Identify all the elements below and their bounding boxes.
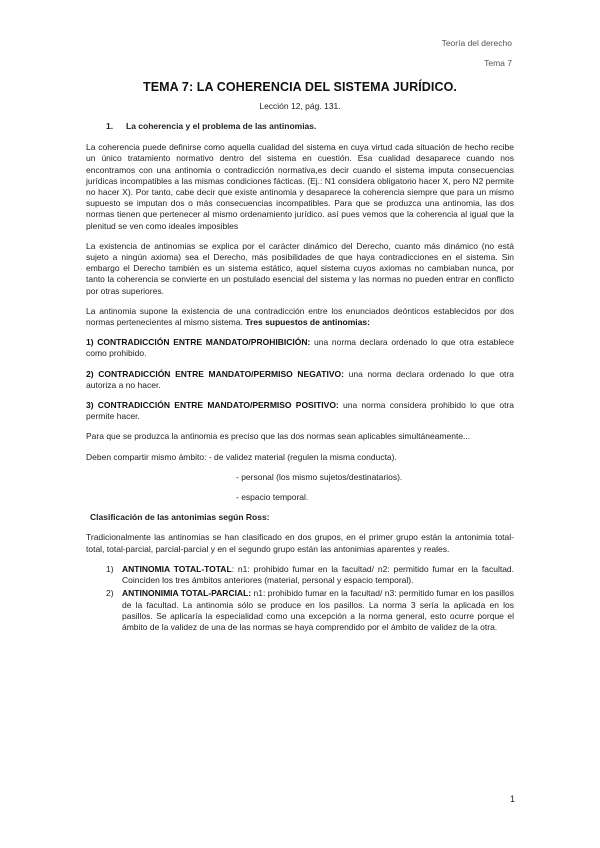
scope-temporal: - espacio temporal. [236, 492, 309, 503]
page-title: TEMA 7: LA COHERENCIA DEL SISTEMA JURÍDICO. [142, 80, 458, 94]
case-text: una norma considera prohibido lo que otra permite hacer. [86, 400, 514, 422]
case-text: una norma declara ordenado lo que otra autoriza a no hacer. [86, 368, 514, 390]
header-subject: Teoría del derecho [441, 38, 512, 48]
case-text: una norma declara ordenado lo que otra establece como prohibido. [86, 337, 514, 359]
classification-list [86, 564, 514, 633]
list-marker: 1) [106, 563, 114, 574]
list-item-label: ANTINOMIA TOTAL-TOTAL [122, 563, 232, 574]
list-item [86, 588, 514, 633]
paragraph-antinomy-existence: La existencia de antinomias se explica por el carácter dinámico del Derecho, cuanto más dinámico (no está sujeto a ningún axioma) sea el Derecho, más posibilidades de que haya contradicciones en el sistema. Sin embargo el Derecho también es un sistema estático, aquel sistema cuyos axiomas no cambiaban nunca, por tanto la coherencia se convierte en un postulado esencial del sistema y las normas no pueden entrar en conflicto por otras superiores. [86, 240, 514, 296]
list-item-label: ANTINONIMIA TOTAL-PARCIAL: [122, 588, 252, 599]
paragraph-coherence-definition: La coherencia puede definirse como aquella cualidad del sistema en cuya virtud cada situación de hecho recibe un único tratamiento normativo dentro del sistema en cuestión. Esa cualidad desaparece cuando nos encontramos con una antinomia o contradicción normativa,es decir cuando el sistema imputa consecuencias jurídicas incompatibles a las mismas condiciones fácticas. (Ej.: N1 considera obligatorio hacer X, pero N2 permite no hacer X). Por tanto, cabe decir que existe antinomia y desaparece la coherencia siempre que para un mismo supuesto se imputan dos o más consecuencias incompatibles. Para que se produzca una antinomia, las dos normas tienen que pertenecer al mismo ordenamiento jurídico. así pues vemos que la coherencia al igual que la plenitud se ven como ideales imposibles [86, 142, 514, 231]
case-label: 1) CONTRADICCIÓN ENTRE MANDATO/PROHIBICIÓN: [86, 337, 311, 348]
classification-heading: Clasificación de las antonimias según Ross: [90, 512, 270, 523]
scope-intro: Deben compartir mismo ámbito: - de validez material (regulen la misma conducta). [86, 451, 397, 462]
paragraph-bold: Tres supuestos de antinomias: [245, 317, 370, 328]
case-label: 2) CONTRADICCIÓN ENTRE MANDATO/PERMISO NEGATIVO: [86, 368, 344, 379]
case-item [86, 369, 514, 391]
list-item-text: : n1: prohibido fumar en la facultad/ n2: permitido fumar en la facultad. Coinciden los tres ámbitos anteriores (material, personal y espacio temporal). [122, 563, 515, 586]
classification-intro: Tradicionalmente las antinomias se han clasificado en dos grupos, en el primer grupo están la antonimia total-total, total-parcial, parcial-parcial y en el segundo grupo están las antonimias aparentes y reales. [86, 532, 514, 554]
paragraph-text: La antinomia supone la existencia de una contradicción entre los enunciados deónticos establecidos por dos normas pertenecientes al mismo sistema. [86, 305, 514, 328]
paragraph-antinomy-contradiction [86, 306, 514, 328]
header-topic: Tema 7 [484, 58, 512, 68]
case-item [86, 400, 514, 422]
scope-personal: - personal (los mismo sujetos/destinatarios). [236, 471, 403, 482]
list-item [86, 564, 514, 586]
list-item-text: n1: prohibido fumar en la facultad/ n3: permitido fumar en los pasillos de la facultad. La antinomia sólo se produce en los pasillos. La norma 3 sería la aplicada en los pasillos. Se aplicaría la especialidad como una excepción a la norma general, esto ocurre porque el ámbito de la validez de una de las normas se haya comprendido por el ámbito de validez de la otra. [122, 588, 514, 632]
section-number: 1. [106, 121, 114, 131]
paragraph-simultaneous: Para que se produzca la antinomia es preciso que las dos normas sean aplicables simultáneamente... [86, 431, 471, 442]
lesson-reference: Lección 12, pág. 131. [259, 101, 341, 111]
list-marker: 2) [106, 588, 114, 599]
case-item [86, 337, 514, 359]
document-body [86, 121, 514, 635]
page-number: 1 [510, 794, 516, 804]
section-heading [86, 121, 514, 132]
section-title: La coherencia y el problema de las antinomias. [126, 121, 317, 131]
case-label: 3) CONTRADICCIÓN ENTRE MANDATO/PERMISO POSITIVO: [86, 400, 339, 411]
